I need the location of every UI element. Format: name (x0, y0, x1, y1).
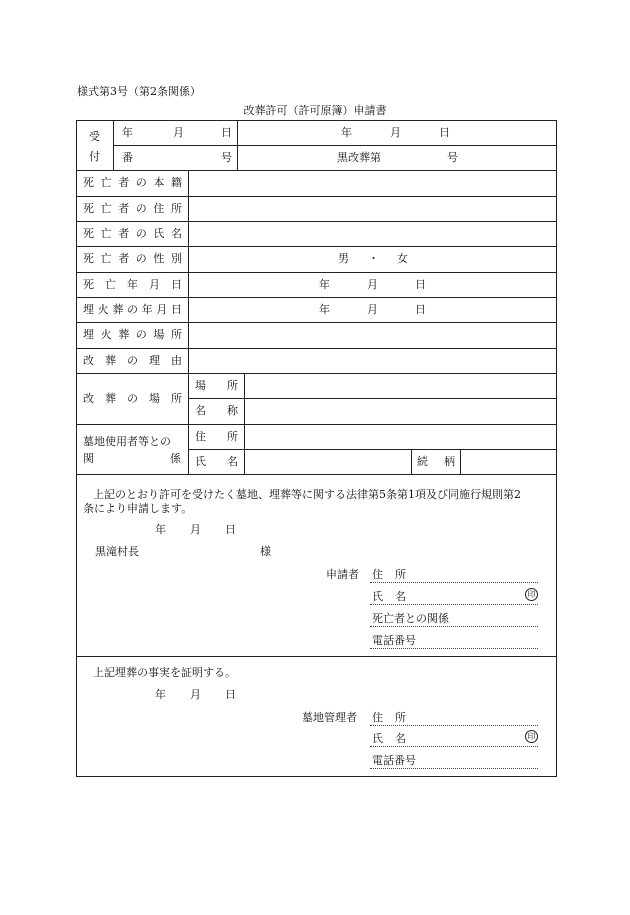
declaration-day: 日 (225, 523, 236, 536)
rule-13 (76, 474, 557, 475)
form-title: 改葬許可（許可原簿）申請書 (243, 104, 387, 117)
manager-name-line (370, 746, 538, 747)
permit-number-suffix: 号 (447, 151, 458, 164)
declaration-line1: 上記のとおり許可を受けたく墓地、埋葬等に関する法律第5条第1項及び同施行規則第2 (93, 488, 521, 501)
label-address: 死 亡 者 の 住 所 (83, 202, 182, 215)
declaration-line2: 条により申請します。 (83, 502, 193, 515)
manager-phone-line (370, 768, 538, 769)
death-month: 月 (367, 278, 378, 291)
addressee-honorific: 様 (260, 545, 271, 558)
label-relation-line2a: 関 (83, 452, 94, 465)
manager-label: 墓地管理者 (302, 711, 357, 724)
applicant-name-label: 氏 名 (372, 590, 406, 603)
reception-month: 月 (173, 126, 184, 139)
rule-3 (76, 221, 557, 222)
form-number: 様式第3号（第2条関係） (77, 85, 201, 98)
rule-4 (76, 246, 557, 247)
permit-day: 日 (439, 126, 450, 139)
label-domicile: 死 亡 者 の 本 籍 (83, 176, 182, 189)
applicant-address-label: 住 所 (372, 568, 406, 581)
reception-day: 日 (221, 126, 232, 139)
applicant-phone-label: 電話番号 (372, 634, 416, 647)
label-name: 死 亡 者 の 氏 名 (83, 227, 182, 240)
rule-14 (76, 656, 557, 657)
rule-7 (76, 322, 557, 323)
sublabel-person: 氏 名 (195, 455, 238, 468)
label-reburial-place: 改 葬 の 場 所 (83, 392, 182, 405)
label-burial-place: 埋 火 葬 の 場 所 (83, 328, 182, 341)
certification-year: 年 (155, 688, 166, 701)
reception-year: 年 (122, 126, 133, 139)
permit-number-prefix: 黒改葬第 (337, 151, 381, 164)
certification-month: 月 (190, 688, 201, 701)
col-relationship-right (460, 449, 461, 474)
applicant-name-line (370, 604, 538, 605)
death-year: 年 (319, 278, 330, 291)
sex-separator: ・ (368, 252, 379, 265)
sex-male: 男 (338, 252, 349, 265)
rule-6 (76, 297, 557, 298)
reception-number-label: 番 (122, 151, 133, 164)
label-relation-line2b: 係 (170, 452, 181, 465)
sublabel-relationship: 続 柄 (417, 455, 455, 468)
declaration-month: 月 (190, 523, 201, 536)
label-reason: 改 葬 の 理 由 (83, 354, 182, 367)
manager-address-label: 住 所 (372, 711, 406, 724)
declaration-year: 年 (155, 523, 166, 536)
reception-label-2: 付 (89, 150, 100, 163)
applicant-relation-label: 死亡者との関係 (372, 612, 449, 625)
certification-day: 日 (225, 688, 236, 701)
seal-icon: 印 (525, 588, 538, 601)
sublabel-address: 住 所 (195, 430, 238, 443)
permit-month: 月 (390, 126, 401, 139)
sex-female: 女 (397, 252, 408, 265)
outer-bottom-border (76, 776, 557, 777)
label-sex: 死 亡 者 の 性 別 (83, 252, 182, 265)
death-day: 日 (415, 278, 426, 291)
manager-address-line (370, 725, 538, 726)
rule-9 (76, 373, 557, 374)
burial-year: 年 (319, 303, 330, 316)
col-sublabel (244, 373, 245, 474)
col-reception-mid (237, 120, 238, 170)
manager-phone-label: 電話番号 (372, 754, 416, 767)
manager-name-label: 氏 名 (372, 732, 406, 745)
applicant-phone-line (370, 648, 538, 649)
certification-text: 上記埋葬の事実を証明する。 (93, 666, 236, 679)
label-relation-line1: 墓地使用者等との (83, 435, 171, 448)
outer-top-border (76, 120, 557, 121)
permit-year: 年 (341, 126, 352, 139)
seal-icon: 印 (525, 730, 538, 743)
reception-number-suffix: 号 (221, 151, 232, 164)
burial-month: 月 (367, 303, 378, 316)
reception-label-1: 受 (89, 130, 100, 143)
label-death-date: 死 亡 年 月 日 (83, 278, 182, 291)
rule-reception-mid (113, 145, 557, 146)
sublabel-place: 場 所 (195, 379, 238, 392)
addressee: 黒滝村長 (95, 545, 139, 558)
label-burial-date: 埋 火 葬 の 年 月 日 (83, 303, 182, 316)
rule-2 (76, 196, 557, 197)
sublabel-name: 名 称 (195, 404, 238, 417)
rule-1 (76, 170, 557, 171)
applicant-address-line (370, 582, 538, 583)
applicant-relation-line (370, 626, 538, 627)
burial-day: 日 (415, 303, 426, 316)
rule-5 (76, 272, 557, 273)
rule-11 (76, 424, 557, 425)
rule-8 (76, 348, 557, 349)
col-label (188, 170, 189, 474)
outer-left-border (76, 120, 77, 777)
applicant-label: 申請者 (326, 568, 359, 581)
col-reception-label (113, 120, 114, 170)
col-relationship-left (411, 449, 412, 474)
